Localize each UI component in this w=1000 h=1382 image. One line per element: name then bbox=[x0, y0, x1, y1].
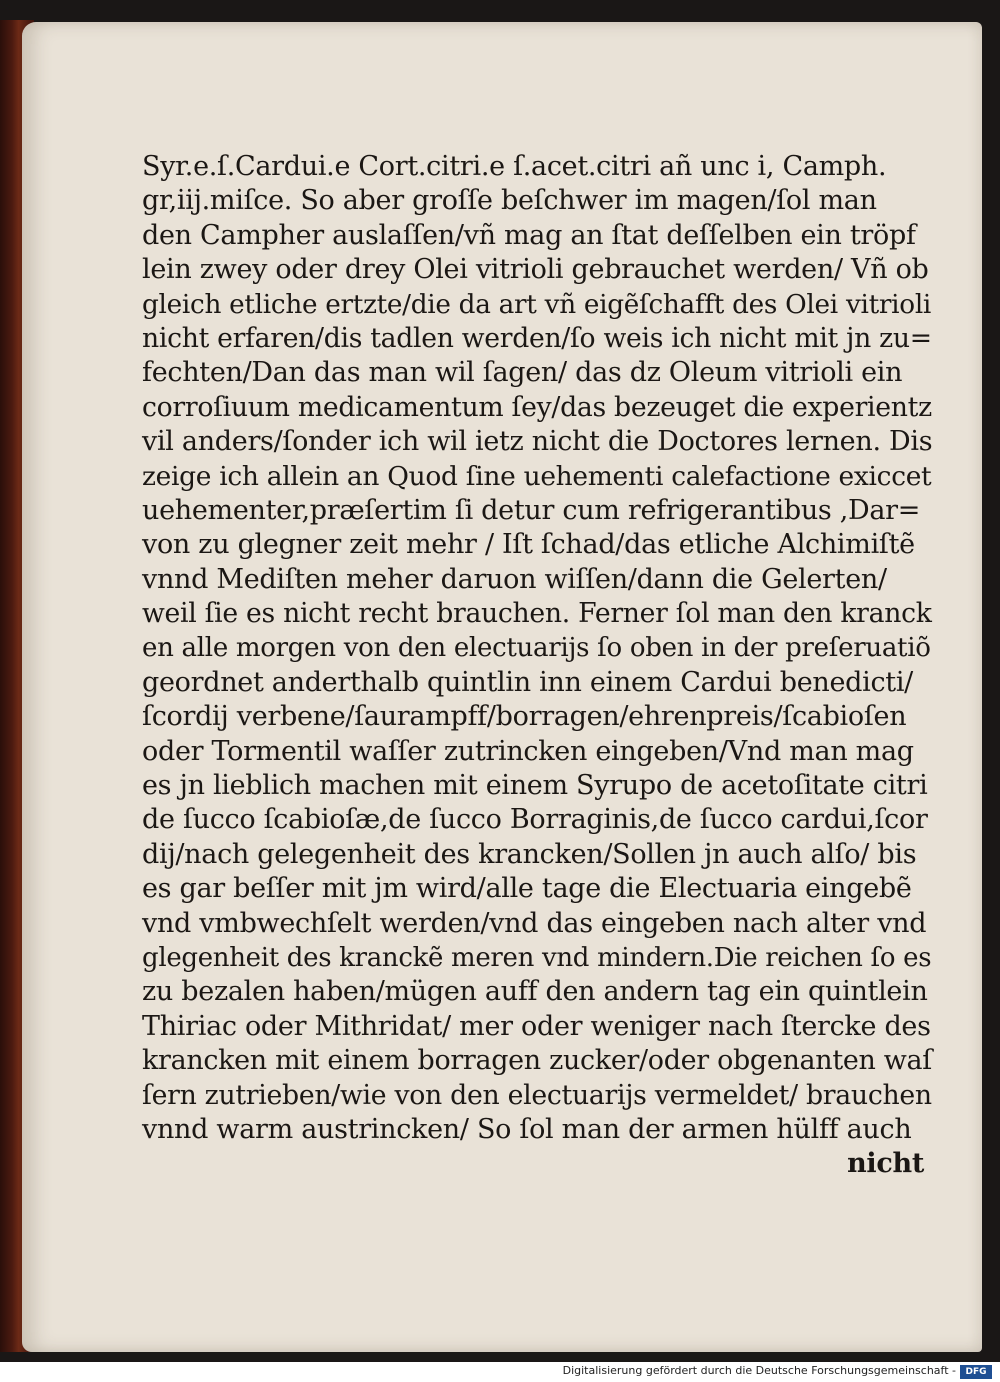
text-line: es jn lieblich machen mit einem Syrupo de acetoſitate citri bbox=[142, 770, 928, 802]
text-line: von zu glegner zeit mehr / Iſt ſchad/das etliche Alchimiſtẽ bbox=[142, 529, 915, 561]
text-line: ſcordij verbene/ſaurampff/borragen/ehrenpreis/ſcabioſen bbox=[142, 701, 907, 733]
book-page bbox=[22, 22, 982, 1352]
text-line: geordnet anderthalb quintlin inn einem Cardui benedicti/ bbox=[142, 666, 913, 698]
text-line: zu bezalen haben/mügen auff den andern tag ein quintlein bbox=[142, 976, 928, 1008]
text-line: oder Tormentil waſſer zutrincken eingeben/Vnd man mag bbox=[142, 735, 914, 767]
catchword: nicht bbox=[847, 1148, 924, 1180]
text-line: vil anders/ſonder ich wil ietz nicht die Doctores lernen. Dis bbox=[142, 426, 933, 458]
text-line: Thiriac oder Mithridat/ mer oder weniger nach ſtercke des bbox=[142, 1010, 931, 1042]
text-line: nicht erfaren/dis tadlen werden/ſo weis ich nicht mit jn zu= bbox=[142, 322, 932, 354]
text-line: krancken mit einem borragen zucker/oder obgenanten waſ bbox=[142, 1045, 932, 1077]
text-line: ſern zutrieben/wie von den electuarijs vermeldet/ brauchen bbox=[142, 1079, 932, 1111]
text-line: de ſucco ſcabioſæ,de ſucco Borraginis,de ſucco cardui,ſcor bbox=[142, 804, 928, 836]
text-line: zeige ich allein an Quod ſine uehementi calefactione exiccet bbox=[142, 460, 932, 492]
text-line: Syr.e.ſ.Cardui.e Cort.citri.e ſ.acet.citri añ unc i, Camph. bbox=[142, 151, 887, 182]
text-line: corroſiuum medicamentum ſey/das bezeuget die experientz bbox=[142, 391, 932, 423]
text-line: gr,iij.miſce. So aber groſſe beſchwer im magen/ſol man bbox=[142, 185, 877, 217]
text-line: fechten/Dan das man wil ſagen/ das dz Oleum vitrioli ein bbox=[142, 357, 903, 389]
text-line: en alle morgen von den electuarijs ſo oben in der preſeruatiõ bbox=[142, 633, 931, 664]
text-line: glegenheit des kranckẽ meren vnd mindern.Die reichen ſo es bbox=[142, 942, 932, 973]
text-line: vnnd Mediſten meher daruon wiſſen/dann die Gelerten/ bbox=[142, 563, 887, 595]
text-line: lein zwey oder drey Olei vitrioli gebrauchet werden/ Vñ ob bbox=[142, 254, 929, 286]
page-text-block bbox=[142, 150, 942, 1182]
text-line: weil ſie es nicht recht brauchen. Ferner ſol man den kranck bbox=[142, 598, 932, 630]
text-line: vnd vmbwechſelt werden/vnd das eingeben nach alter vnd bbox=[142, 907, 927, 939]
footer-funding-text: Digitalisierung gefördert durch die Deutsche Forschungsgemeinschaft - bbox=[562, 1364, 956, 1377]
text-line: uehementer,præſertim ſi detur cum refrigerantibus ,Dar= bbox=[142, 494, 921, 526]
dfg-logo-icon: DFG bbox=[960, 1365, 992, 1379]
text-line: den Campher auslaſſen/vñ mag an ſtat deſſelben ein tröpf bbox=[142, 219, 916, 251]
text-line: dij/nach gelegenheit des krancken/Sollen jn auch alſo/ bis bbox=[142, 838, 917, 870]
text-line: vnnd warm austrincken/ So ſol man der armen hülff auch bbox=[142, 1113, 912, 1145]
footer-bar bbox=[0, 1362, 1000, 1382]
text-line: es gar beſſer mit jm wird/alle tage die Electuaria eingebẽ bbox=[142, 873, 912, 905]
text-line: gleich etliche ertzte/die da art vñ eigẽſchafft des Olei vitrioli bbox=[142, 289, 932, 320]
